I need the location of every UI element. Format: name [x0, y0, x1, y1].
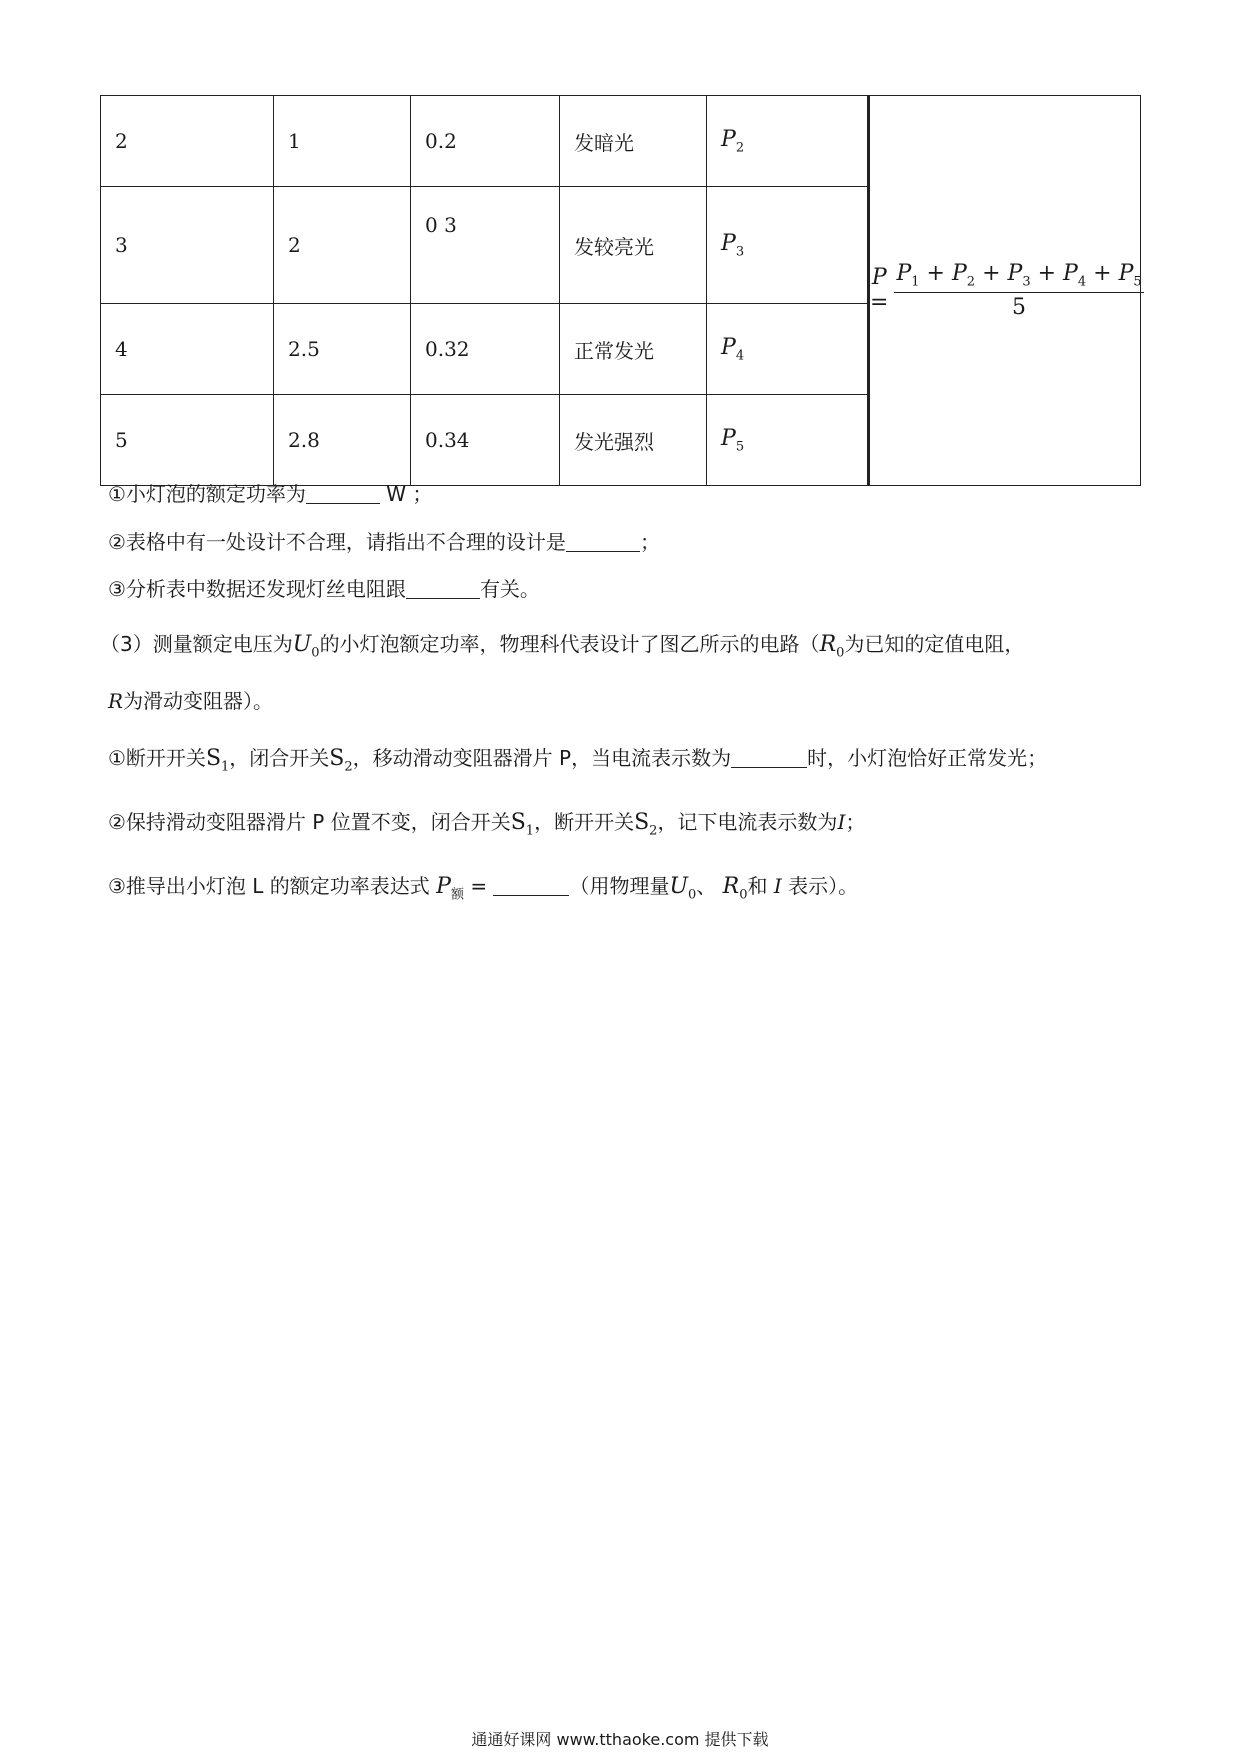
cell-index: 3: [101, 187, 274, 304]
cell-brightness: 发光强烈: [560, 395, 707, 486]
u0-symbol: $U_0$: [669, 874, 697, 903]
power-subscript: 2: [735, 140, 745, 156]
i-symbol: I: [837, 810, 846, 834]
part3-intro-cont: R为滑动变阻器）。: [108, 689, 274, 713]
power-subscript: 4: [735, 348, 745, 364]
cell-index: 2: [101, 96, 274, 187]
cell-voltage: 2.5: [274, 304, 411, 395]
power-symbol: P: [721, 334, 736, 360]
power-symbol: P: [721, 126, 736, 152]
question-table-design: ②表格中有一处设计不合理，请指出不合理的设计是 ；: [108, 530, 660, 554]
cell-power: [707, 395, 869, 486]
step-1: ①断开开关$S_1$，闭合开关$S_2$，移动滑动变阻器滑片 P，当电流表示数为 时，小灯泡恰好正常发光；: [108, 746, 1048, 775]
cell-voltage: 2: [274, 187, 411, 304]
data-table: [100, 95, 1141, 486]
s2-symbol: $S_2$: [329, 746, 353, 775]
answer-blank[interactable]: [731, 747, 807, 768]
cell-current: 0 3: [411, 187, 560, 304]
step-2: ②保持滑动变阻器滑片 P 位置不变，闭合开关$S_1$，断开开关$S_2$，记下电流表示数为I；: [108, 810, 866, 839]
cell-voltage: 2.8: [274, 395, 411, 486]
s1-symbol: $S_1$: [510, 810, 535, 839]
formula-denominator: 5: [1012, 295, 1027, 321]
cell-current: 0.34: [411, 395, 560, 486]
power-subscript: 5: [735, 439, 745, 455]
s2-symbol: $S_2$: [634, 810, 658, 839]
step-3: ③推导出小灯泡 L 的额定功率表达式 $P_额$ = （用物理量$U_0$、 $R_0$和 I 表示）。: [108, 874, 859, 903]
r0-symbol: $R_0$: [819, 632, 845, 661]
average-power-formula: [869, 96, 1141, 486]
cell-current: 0.2: [411, 96, 560, 187]
power-symbol: P: [721, 425, 736, 451]
formula-numerator: $P_1 + P_2 + P_3 + P_4 + P_5$: [894, 261, 1143, 293]
question-resistance-factor: ③分析表中数据还发现灯丝电阻跟 有关。: [108, 577, 540, 601]
cell-voltage: 1: [274, 96, 411, 187]
cell-power: [707, 96, 869, 187]
table-row: [101, 96, 1141, 187]
footer-credit: 通通好课网 www.tthaoke.com 提供下载: [471, 1730, 769, 1749]
cell-index: 4: [101, 304, 274, 395]
i-symbol: I: [773, 874, 782, 898]
formula-lhs: P =: [870, 265, 889, 316]
cell-index: 5: [101, 395, 274, 486]
answer-blank[interactable]: [306, 483, 380, 504]
cell-brightness: 发较亮光: [560, 187, 707, 304]
r0-symbol: $R_0$: [722, 874, 748, 903]
power-symbol: P: [721, 230, 736, 256]
answer-blank[interactable]: [493, 875, 569, 896]
cell-current: 0.32: [411, 304, 560, 395]
r-symbol: R: [108, 689, 124, 713]
s1-symbol: $S_1$: [205, 746, 230, 775]
answer-blank[interactable]: [566, 531, 640, 552]
fraction: [870, 261, 1144, 320]
question-rated-power: ①小灯泡的额定功率为 W ；: [108, 482, 433, 506]
part3-intro: （3）测量额定电压为$U_0$的小灯泡额定功率，物理科代表设计了图乙所示的电路（$R_0$为已知的定值电阻，: [100, 632, 1025, 661]
cell-brightness: 正常发光: [560, 304, 707, 395]
cell-power: [707, 304, 869, 395]
answer-blank[interactable]: [406, 578, 480, 599]
u0-symbol: $U_0$: [292, 632, 320, 661]
cell-power: [707, 187, 869, 304]
p-rated-symbol: $P_额$: [436, 874, 464, 903]
power-subscript: 3: [735, 244, 745, 260]
cell-brightness: 发暗光: [560, 96, 707, 187]
